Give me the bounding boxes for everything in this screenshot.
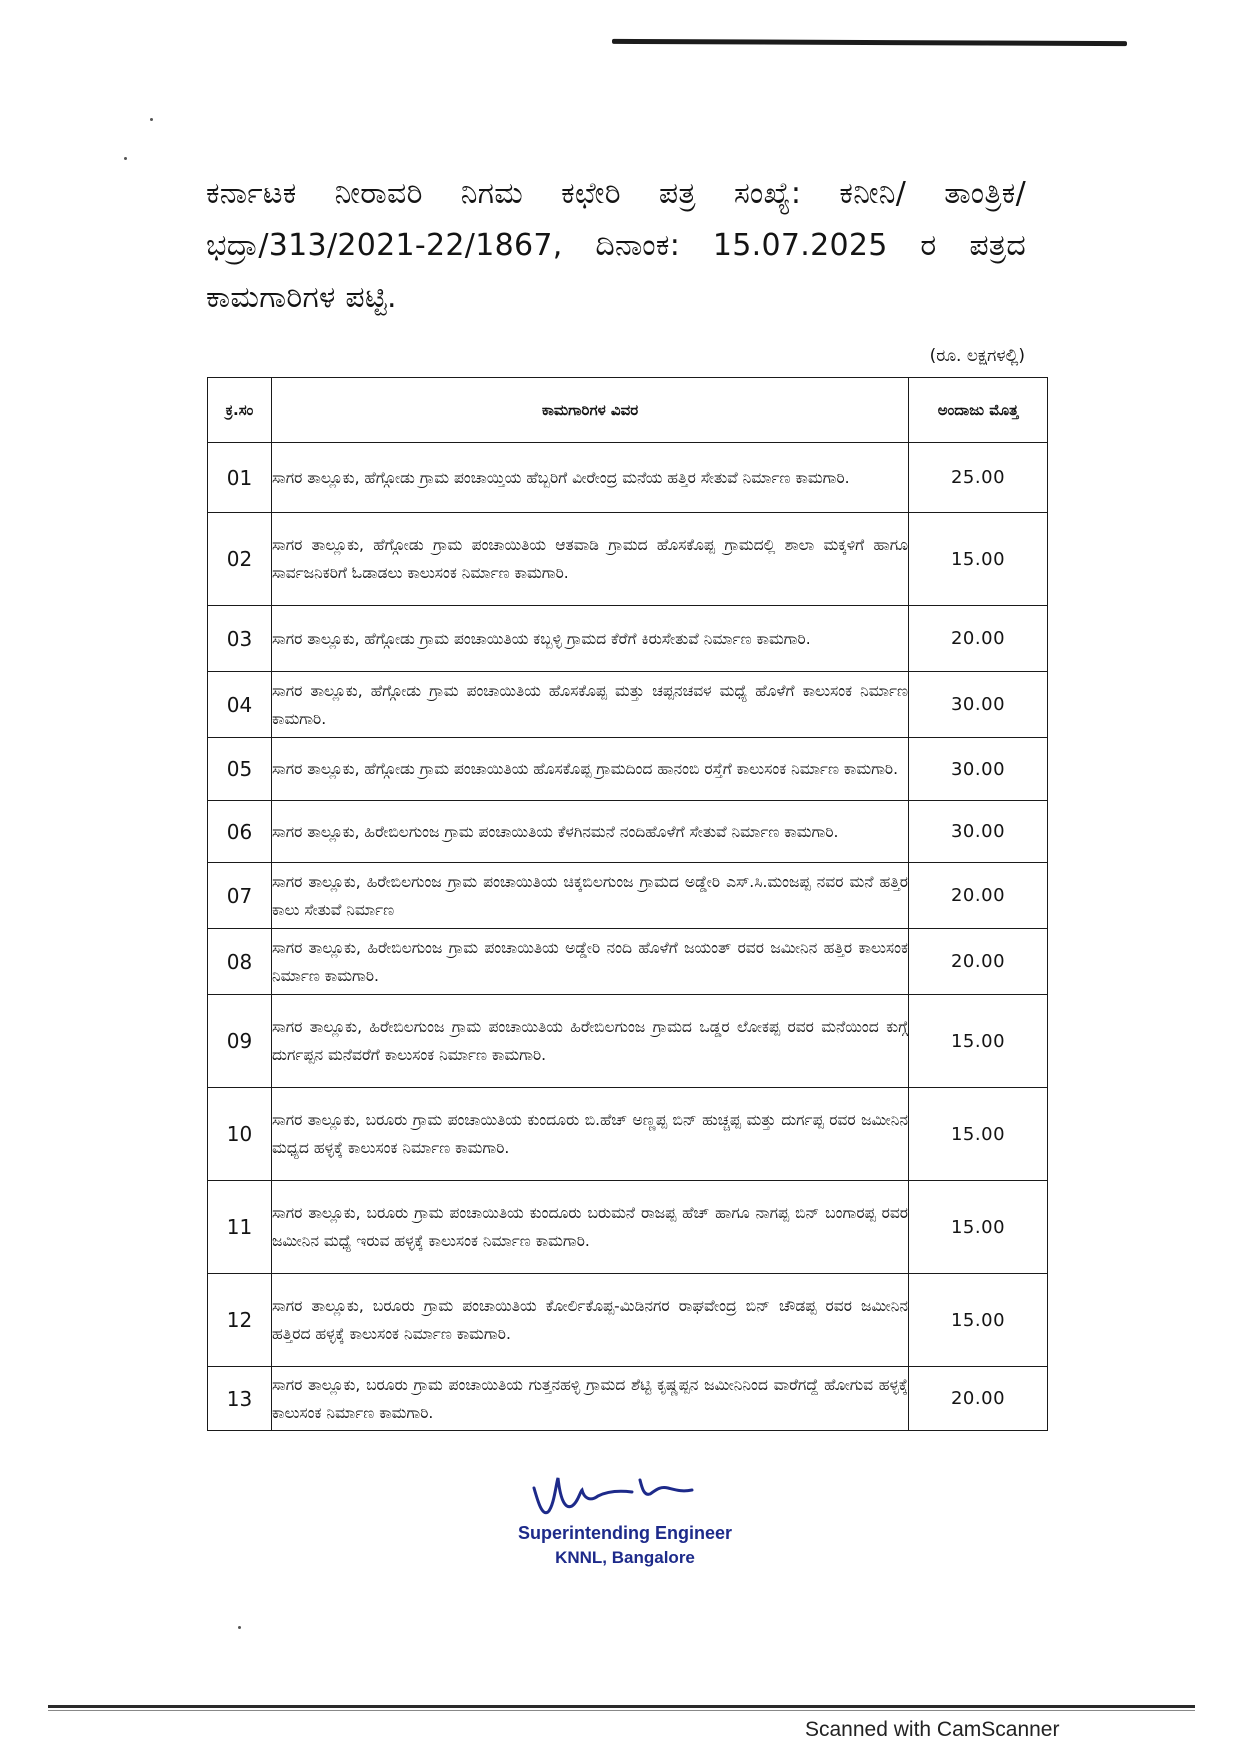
scan-speck [238,1626,241,1629]
row-amount: 25.00 [909,443,1048,513]
row-work-description: ಸಾಗರ ತಾಲ್ಲೂಕು, ಬರೂರು ಗ್ರಾಮ ಪಂಚಾಯಿತಿಯ ಕೋರ್ಲಿಕೊಪ್ಪ-ಮಿಡಿನಗರ ರಾಘವೇಂದ್ರ ಬಿನ್ ಚೌಡಪ್ಪ ರವರ ಜಮೀನಿನ ಹತ್ತಿರದ ಹಳ್ಳಕ್ಕೆ ಕಾಲುಸಂಕ ನಿರ್ಮಾಣ ಕಾಮಗಾರಿ. [272,1274,909,1367]
row-amount: 20.00 [909,863,1048,929]
row-amount: 30.00 [909,738,1048,801]
row-sl-no: 02 [208,513,272,606]
table-row [208,443,1048,513]
table-row [208,738,1048,801]
signature-block [500,1466,750,1570]
row-sl-no: 13 [208,1367,272,1431]
row-work-description: ಸಾಗರ ತಾಲ್ಲೂಕು, ಹೆಗ್ಗೋಡು ಗ್ರಾಮ ಪಂಚಾಯ್ತಿಯ ಹೆಬ್ಬರಿಗೆ ವೀರೇಂದ್ರ ಮನೆಯ ಹತ್ತಿರ ಸೇತುವೆ ನಿರ್ಮಾಣ ಕಾಮಗಾರಿ. [272,443,909,513]
row-work-description: ಸಾಗರ ತಾಲ್ಲೂಕು, ಹಿರೇಬಿಲಗುಂಜ ಗ್ರಾಮ ಪಂಚಾಯಿತಿಯ ಕೆಳಗಿನಮನೆ ನಂದಿಹೊಳೆಗೆ ಸೇತುವೆ ನಿರ್ಮಾಣ ಕಾಮಗಾರಿ. [272,801,909,863]
row-amount: 15.00 [909,1181,1048,1274]
bottom-scan-rule-thin [48,1710,1195,1711]
row-sl-no: 05 [208,738,272,801]
scan-speck [124,157,127,160]
row-sl-no: 08 [208,929,272,995]
table-row [208,801,1048,863]
row-work-description: ಸಾಗರ ತಾಲ್ಲೂಕು, ಬರೂರು ಗ್ರಾಮ ಪಂಚಾಯಿತಿಯ ಕುಂದೂರು ಬರುಮನೆ ರಾಜಪ್ಪ ಹೆಚ್ ಹಾಗೂ ನಾಗಪ್ಪ ಬಿನ್ ಬಂಗಾರಪ್ಪ ರವರ ಜಮೀನಿನ ಮಧ್ಯೆ ಇರುವ ಹಳ್ಳಕ್ಕೆ ಕಾಲುಸಂಕ ನಿರ್ಮಾಣ ಕಾಮಗಾರಿ. [272,1181,909,1274]
table-row [208,1181,1048,1274]
table-row [208,606,1048,672]
header-work-details: ಕಾಮಗಾರಿಗಳ ವಿವರ [272,378,909,443]
header-sl-no: ಕ್ರ.ಸಂ [208,378,272,443]
scanner-watermark: Scanned with CamScanner [805,1718,1060,1741]
row-amount: 15.00 [909,1274,1048,1367]
signatory-office: KNNL, Bangalore [555,1548,695,1567]
row-amount: 15.00 [909,513,1048,606]
row-work-description: ಸಾಗರ ತಾಲ್ಲೂಕು, ಹೆಗ್ಗೋಡು ಗ್ರಾಮ ಪಂಚಾಯಿತಿಯ ಹೊಸಕೊಪ್ಪ ಗ್ರಾಮದಿಂದ ಹಾನಂಬಿ ರಸ್ತೆಗೆ ಕಾಲುಸಂಕ ನಿರ್ಮಾಣ ಕಾಮಗಾರಿ. [272,738,909,801]
letter-heading: ಕರ್ನಾಟಕ ನೀರಾವರಿ ನಿಗಮ ಕಛೇರಿ ಪತ್ರ ಸಂಖ್ಯೆ: ಕನೀನಿ/ ತಾಂತ್ರಿಕ/ ಭದ್ರಾ/313/2021-22/1867, ದಿನಾಂಕ: 15.07.2025 ರ ಪತ್ರದ ಕಾಮಗಾರಿಗಳ ಪಟ್ಟಿ. [206,176,1026,315]
table-row [208,1088,1048,1181]
row-amount: 15.00 [909,995,1048,1088]
table-row [208,513,1048,606]
row-work-description: ಸಾಗರ ತಾಲ್ಲೂಕು, ಹಿರೇಬಿಲಗುಂಜ ಗ್ರಾಮ ಪಂಚಾಯಿತಿಯ ಅಡ್ಡೇರಿ ನಂದಿ ಹೊಳೆಗೆ ಜಯಂತ್ ರವರ ಜಮೀನಿನ ಹತ್ತಿರ ಕಾಲುಸಂಕ ನಿರ್ಮಾಣ ಕಾಮಗಾರಿ. [272,929,909,995]
row-work-description: ಸಾಗರ ತಾಲ್ಲೂಕು, ಹಿರೇಬಿಲಗುಂಜ ಗ್ರಾಮ ಪಂಚಾಯಿತಿಯ ಚಿಕ್ಕಬಿಲಗುಂಜ ಗ್ರಾಮದ ಅಡ್ಡೇರಿ ಎಸ್.ಸಿ.ಮಂಜಪ್ಪ ನವರ ಮನೆ ಹತ್ತಿರ ಕಾಲು ಸೇತುವೆ ನಿರ್ಮಾಣ [272,863,909,929]
row-sl-no: 03 [208,606,272,672]
row-sl-no: 01 [208,443,272,513]
table-header-row [208,378,1048,443]
scan-speck [150,118,153,121]
top-scan-rule [612,39,1127,46]
row-work-description: ಸಾಗರ ತಾಲ್ಲೂಕು, ಬರೂರು ಗ್ರಾಮ ಪಂಚಾಯಿತಿಯ ಕುಂದೂರು ಬಿ.ಹೆಚ್ ಅಣ್ಣಪ್ಪ ಬಿನ್ ಹುಚ್ಚಪ್ಪ ಮತ್ತು ದುರ್ಗಪ್ಪ ರವರ ಜಮೀನಿನ ಮಧ್ಯದ ಹಳ್ಳಕ್ಕೆ ಕಾಲುಸಂಕ ನಿರ್ಮಾಣ ಕಾಮಗಾರಿ. [272,1088,909,1181]
row-work-description: ಸಾಗರ ತಾಲ್ಲೂಕು, ಹೆಗ್ಗೋಡು ಗ್ರಾಮ ಪಂಚಾಯಿತಿಯ ಆತವಾಡಿ ಗ್ರಾಮದ ಹೊಸಕೊಪ್ಪ ಗ್ರಾಮದಲ್ಲಿ ಶಾಲಾ ಮಕ್ಕಳಿಗೆ ಹಾಗೂ ಸಾರ್ವಜನಿಕರಿಗೆ ಓಡಾಡಲು ಕಾಲುಸಂಕ ನಿರ್ಮಾಣ ಕಾಮಗಾರಿ. [272,513,909,606]
row-amount: 15.00 [909,1088,1048,1181]
header-estimated-amount: ಅಂದಾಜು ಮೊತ್ತ [909,378,1048,443]
row-sl-no: 12 [208,1274,272,1367]
table-row [208,1367,1048,1431]
row-sl-no: 11 [208,1181,272,1274]
row-amount: 20.00 [909,606,1048,672]
handwritten-signature [520,1466,720,1524]
table-row [208,929,1048,995]
row-work-description: ಸಾಗರ ತಾಲ್ಲೂಕು, ಹೆಗ್ಗೋಡು ಗ್ರಾಮ ಪಂಚಾಯಿತಿಯ ಹೊಸಕೊಪ್ಪ ಮತ್ತು ಚಪ್ಪನಚವಳ ಮಧ್ಯೆ ಹೊಳೆಗೆ ಕಾಲುಸಂಕ ನಿರ್ಮಾಣ ಕಾಮಗಾರಿ. [272,672,909,738]
row-sl-no: 10 [208,1088,272,1181]
unit-note: (ರೂ. ಲಕ್ಷಗಳಲ್ಲಿ) [929,346,1025,366]
row-amount: 30.00 [909,672,1048,738]
works-table [207,377,1048,1431]
table-row [208,863,1048,929]
row-amount: 30.00 [909,801,1048,863]
table-row [208,1274,1048,1367]
table-row [208,995,1048,1088]
table-row [208,672,1048,738]
bottom-scan-rule [48,1705,1195,1708]
row-sl-no: 06 [208,801,272,863]
row-amount: 20.00 [909,1367,1048,1431]
row-sl-no: 09 [208,995,272,1088]
row-work-description: ಸಾಗರ ತಾಲ್ಲೂಕು, ಬರೂರು ಗ್ರಾಮ ಪಂಚಾಯಿತಿಯ ಗುತ್ತನಹಳ್ಳಿ ಗ್ರಾಮದ ಶೆಟ್ಟಿ ಕೃಷ್ಣಪ್ಪನ ಜಮೀನಿನಿಂದ ವಾರೆಗದ್ದೆ ಹೋಗುವ ಹಳ್ಳಕ್ಕೆ ಕಾಲುಸಂಕ ನಿರ್ಮಾಣ ಕಾಮಗಾರಿ. [272,1367,909,1431]
row-work-description: ಸಾಗರ ತಾಲ್ಲೂಕು, ಹಿರೇಬಿಲಗುಂಜ ಗ್ರಾಮ ಪಂಚಾಯಿತಿಯ ಹಿರೇಬಿಲಗುಂಜ ಗ್ರಾಮದ ಒಡ್ಡರ ಲೋಕಪ್ಪ ರವರ ಮನೆಯಿಂದ ಕುಗ್ಗೆ ದುರ್ಗಪ್ಪನ ಮನೆವರೆಗೆ ಕಾಲುಸಂಕ ನಿರ್ಮಾಣ ಕಾಮಗಾರಿ. [272,995,909,1088]
row-work-description: ಸಾಗರ ತಾಲ್ಲೂಕು, ಹೆಗ್ಗೋಡು ಗ್ರಾಮ ಪಂಚಾಯಿತಿಯ ಕಬ್ಬಳ್ಳಿ ಗ್ರಾಮದ ಕೆರೆಗೆ ಕಿರುಸೇತುವೆ ನಿರ್ಮಾಣ ಕಾಮಗಾರಿ. [272,606,909,672]
row-sl-no: 07 [208,863,272,929]
row-sl-no: 04 [208,672,272,738]
row-amount: 20.00 [909,929,1048,995]
signatory-title: Superintending Engineer [517,1523,732,1543]
